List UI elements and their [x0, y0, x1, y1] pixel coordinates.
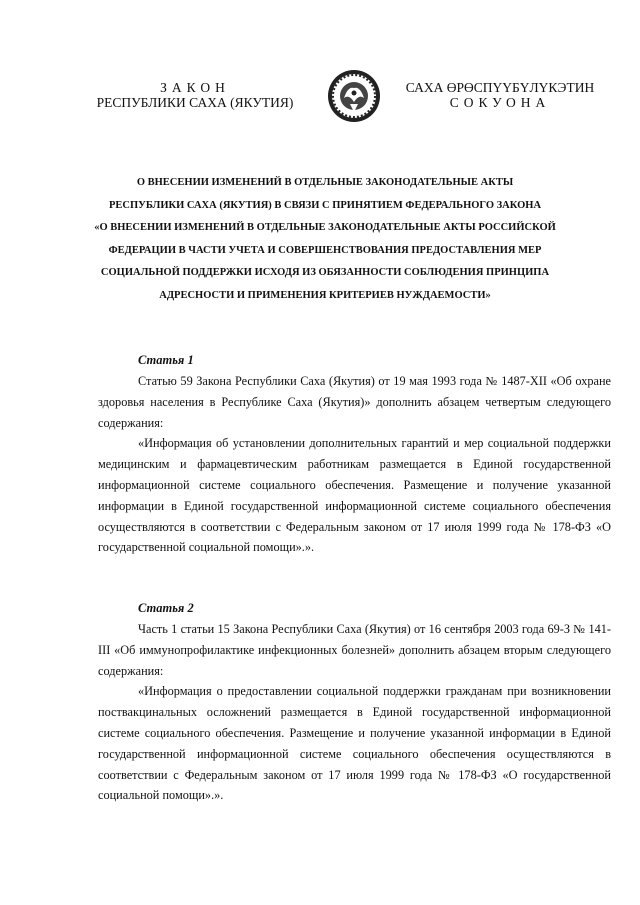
- article-1: [98, 349, 611, 558]
- title-line: О ВНЕСЕНИИ ИЗМЕНЕНИЙ В ОТДЕЛЬНЫЕ ЗАКОНОДАТЕЛЬНЫЕ АКТЫ: [136, 177, 514, 188]
- article-quote: «Информация об установлении дополнительных гарантий и мер социальной поддержки медицинским и фармацевтическим работникам размещается в Единой государственной информационной системе социального обеспечения. Размещение и получение указанной информации в Единой государственной информационной системе социального обеспечения осуществляются в соответствии с Федеральным законом от 17 июля 1999 года № 178-ФЗ «О государственной социальной помощи».».: [98, 436, 611, 555]
- coat-of-arms-sakha-icon: [326, 68, 382, 124]
- article-heading: Статья 2: [138, 601, 194, 615]
- article-paragraph: Статью 59 Закона Республики Саха (Якутия) от 19 мая 1993 года № 1487-XII «Об охране здоровья населения в Республике Саха (Якутия)» дополнить абзацем четвертым следующего содержания:: [98, 374, 611, 430]
- republic-name-sakha: САХА ӨРӨСПҮҮБҮЛҮКЭТИН: [405, 80, 595, 95]
- article-heading: Статья 1: [138, 353, 194, 367]
- document-title: [90, 172, 560, 307]
- document-header: [0, 68, 640, 128]
- law-label: ЗАКОН: [160, 80, 230, 95]
- republic-name: РЕСПУБЛИКИ САХА (ЯКУТИЯ): [96, 95, 294, 110]
- article-2: [98, 597, 611, 806]
- law-label-sakha: СОКУОНА: [449, 95, 551, 110]
- article-paragraph: Часть 1 статьи 15 Закона Республики Саха (Якутия) от 16 сентября 2003 года 69-З № 141-III «Об иммунопрофилактике инфекционных болезней» дополнить абзацем вторым следующего содержания:: [98, 622, 611, 678]
- title-line: ФЕДЕРАЦИИ В ЧАСТИ УЧЕТА И СОВЕРШЕНСТВОВАНИЯ ПРЕДОСТАВЛЕНИЯ МЕР: [108, 244, 542, 256]
- header-right: [385, 80, 615, 110]
- title-line: РЕСПУБЛИКИ САХА (ЯКУТИЯ) В СВЯЗИ С ПРИНЯТИЕМ ФЕДЕРАЛЬНОГО ЗАКОНА: [108, 199, 542, 211]
- title-line: АДРЕСНОСТИ И ПРИМЕНЕНИЯ КРИТЕРИЕВ НУЖДАЕМОСТИ»: [159, 289, 491, 301]
- title-line: СОЦИАЛЬНОЙ ПОДДЕРЖКИ ИСХОДЯ ИЗ ОБЯЗАННОСТИ СОБЛЮДЕНИЯ ПРИНЦИПА: [100, 267, 550, 278]
- title-line: «О ВНЕСЕНИИ ИЗМЕНЕНИЙ В ОТДЕЛЬНЫЕ ЗАКОНОДАТЕЛЬНЫЕ АКТЫ РОССИЙСКОЙ: [94, 222, 556, 233]
- article-quote: «Информация о предоставлении социальной поддержки гражданам при возникновении поствакцинальных осложнений размещается в Единой государственной информационной системе социального обеспечения. Размещение и получение указанной информации в Единой государственной информационной системе социального обеспечения осуществляются в соответствии с Федеральным законом от 17 июля 1999 года № 178-ФЗ «О государственной социальной помощи».».: [98, 684, 611, 803]
- header-left: [60, 80, 330, 110]
